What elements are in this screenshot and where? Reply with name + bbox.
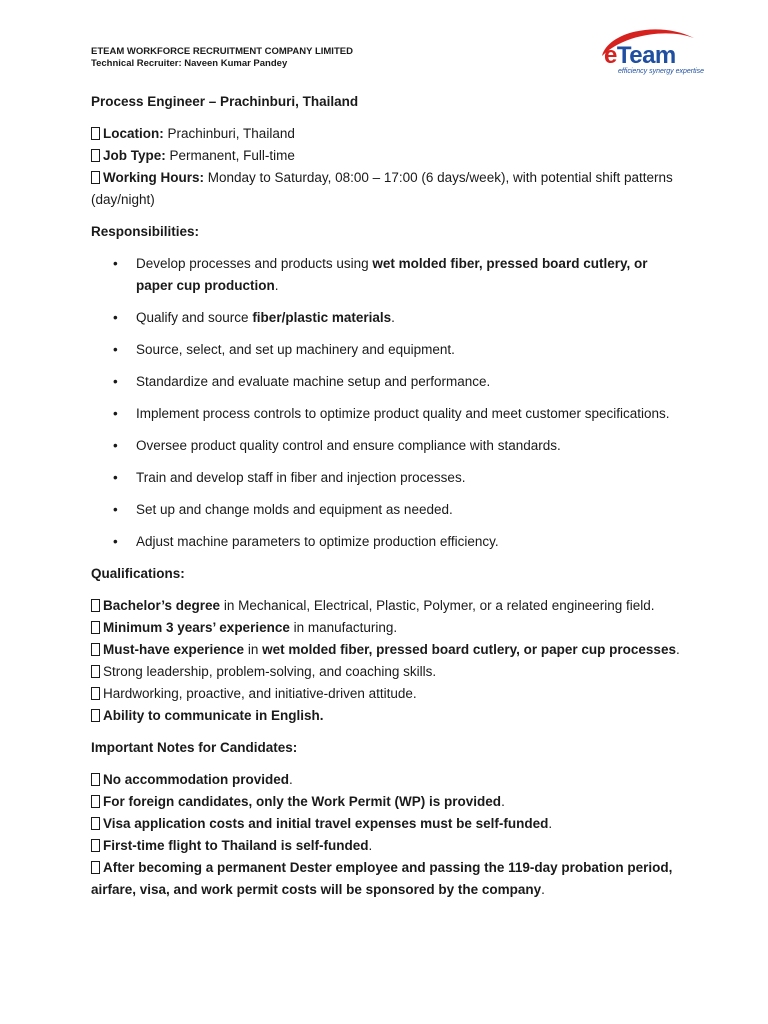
checkbox-icon xyxy=(91,817,100,830)
detail-label: Location: xyxy=(103,126,164,141)
bullet-icon: • xyxy=(113,342,118,357)
list-item xyxy=(91,499,681,521)
bullet-icon: • xyxy=(113,438,118,453)
item-text: Train and develop staff in fiber and injection processes. xyxy=(136,470,466,485)
checkbox-icon xyxy=(91,709,100,722)
detail-working-hours xyxy=(91,167,681,211)
item-emphasis: For foreign candidates, only the Work Permit (WP) is provided xyxy=(103,794,502,809)
checkbox-icon xyxy=(91,149,100,162)
checkbox-icon xyxy=(91,773,100,786)
qualification-row xyxy=(91,661,681,683)
note-row xyxy=(91,813,681,835)
item-text: . xyxy=(548,816,553,831)
qualification-row xyxy=(91,617,681,639)
qualifications-heading: Qualifications: xyxy=(91,566,185,581)
item-text: in manufacturing. xyxy=(289,620,398,635)
item-text: . xyxy=(368,838,373,853)
item-text: . xyxy=(501,794,505,809)
note-row xyxy=(91,857,681,901)
item-text: Set up and change molds and equipment as needed. xyxy=(136,502,453,517)
item-emphasis: Visa application costs and initial travel expenses must be self-funded xyxy=(103,816,549,831)
bullet-icon: • xyxy=(113,502,118,517)
qualification-row xyxy=(91,639,681,661)
item-text: in xyxy=(244,642,263,657)
bullet-icon: • xyxy=(113,374,118,389)
list-item xyxy=(91,307,681,329)
item-text: Implement process controls to optimize product quality and meet customer specifications. xyxy=(136,406,670,421)
list-item xyxy=(91,531,681,553)
list-item xyxy=(91,371,681,393)
item-emphasis: Must-have experience xyxy=(103,642,245,657)
checkbox-icon xyxy=(91,861,100,874)
document-body xyxy=(91,91,681,901)
checkbox-icon xyxy=(91,665,100,678)
detail-value: Prachinburi, Thailand xyxy=(167,126,295,141)
note-row xyxy=(91,835,681,857)
recruiter-name: Technical Recruiter: Naveen Kumar Pandey xyxy=(91,58,288,69)
logo-tagline: efficiency synergy expertise xyxy=(618,68,704,75)
responsibilities-heading: Responsibilities: xyxy=(91,224,200,239)
detail-value: Permanent, Full-time xyxy=(169,148,295,163)
qualification-row xyxy=(91,683,681,705)
item-text: in Mechanical, Electrical, Plastic, Polymer, or a related engineering field. xyxy=(220,598,655,613)
bullet-icon: • xyxy=(113,534,118,549)
letterhead xyxy=(91,46,353,70)
item-emphasis: After becoming a permanent Dester employee and passing the 119-day probation period, airfare, visa, and work permit costs will be sponsored by the company xyxy=(91,860,673,897)
notes-heading: Important Notes for Candidates: xyxy=(91,740,298,755)
job-title: Process Engineer – Prachinburi, Thailand xyxy=(91,94,359,109)
bullet-icon: • xyxy=(113,256,118,271)
item-text: Oversee product quality control and ensure compliance with standards. xyxy=(136,438,561,453)
item-emphasis: Bachelor’s degree xyxy=(103,598,221,613)
qualifications-list xyxy=(91,595,681,727)
list-item xyxy=(91,403,681,425)
item-text: Source, select, and set up machinery and equipment. xyxy=(136,342,455,357)
item-text: Strong leadership, problem-solving, and coaching skills. xyxy=(103,664,437,679)
item-emphasis: Ability to communicate in English. xyxy=(103,708,324,723)
item-text: Qualify and source xyxy=(136,310,253,325)
detail-job-type xyxy=(91,145,681,167)
notes-list xyxy=(91,769,681,901)
detail-location xyxy=(91,123,681,145)
note-row xyxy=(91,769,681,791)
item-text: Standardize and evaluate machine setup and performance. xyxy=(136,374,491,389)
checkbox-icon xyxy=(91,171,100,184)
item-text: . xyxy=(675,642,680,657)
item-emphasis: wet molded fiber, pressed board cutlery, or paper cup processes xyxy=(262,642,676,657)
detail-label: Working Hours: xyxy=(103,170,204,185)
item-text: Hardworking, proactive, and initiative-driven attitude. xyxy=(103,686,417,701)
item-emphasis: fiber/plastic materials xyxy=(252,310,392,325)
item-emphasis: wet molded fiber, pressed board cutlery, or paper cup production xyxy=(136,256,648,293)
item-text-end: . xyxy=(391,310,395,325)
checkbox-icon xyxy=(91,687,100,700)
qualification-row xyxy=(91,705,681,727)
logo-letters-team: Team xyxy=(616,42,676,69)
list-item xyxy=(91,435,681,457)
checkbox-icon xyxy=(91,643,100,656)
list-item xyxy=(91,339,681,361)
item-emphasis: Minimum 3 years’ experience xyxy=(103,620,290,635)
detail-label: Job Type: xyxy=(103,148,166,163)
bullet-icon: • xyxy=(113,470,118,485)
item-text: Develop processes and products using xyxy=(136,256,373,271)
item-text: Adjust machine parameters to optimize production efficiency. xyxy=(136,534,499,549)
checkbox-icon xyxy=(91,127,100,140)
item-text: . xyxy=(289,772,293,787)
item-emphasis: No accommodation provided xyxy=(103,772,290,787)
bullet-icon: • xyxy=(113,310,118,325)
checkbox-icon xyxy=(91,839,100,852)
list-item xyxy=(91,253,681,297)
qualification-row xyxy=(91,595,681,617)
checkbox-icon xyxy=(91,599,100,612)
item-emphasis: First-time flight to Thailand is self-funded xyxy=(103,838,369,853)
detail-value: Monday to Saturday, 08:00 – 17:00 (6 days/week), with potential shift patterns (day/night) xyxy=(91,170,673,207)
item-text-end: . xyxy=(274,278,279,293)
responsibilities-list xyxy=(91,253,681,553)
checkbox-icon xyxy=(91,621,100,634)
company-name: ETEAM WORKFORCE RECRUITMENT COMPANY LIMITED xyxy=(91,46,353,57)
item-text: . xyxy=(541,882,545,897)
bullet-icon: • xyxy=(113,406,118,421)
logo-wordmark xyxy=(604,42,676,70)
checkbox-icon xyxy=(91,795,100,808)
eteam-logo xyxy=(598,22,724,82)
list-item xyxy=(91,467,681,489)
logo-letter-e: e xyxy=(604,42,617,69)
note-row xyxy=(91,791,681,813)
